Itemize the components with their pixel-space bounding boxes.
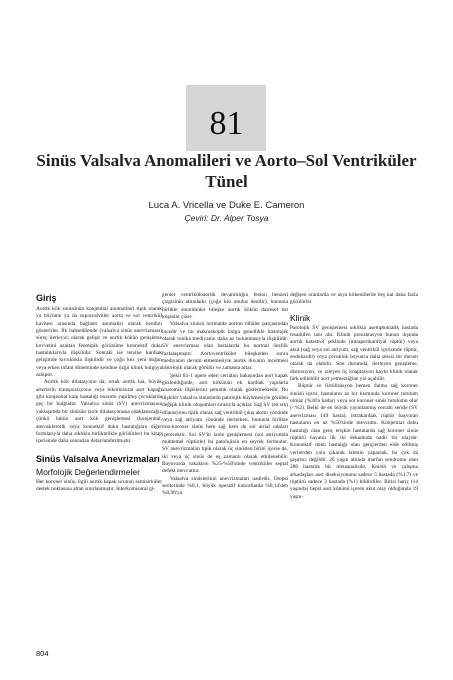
paragraph: Valsalva sinüslerinin anevrizmaları nadirdir. Otopsi serilerinde %0,1, büyük operatif kohortlarda %0,14'den %0,96'ya <box>162 475 288 497</box>
chapter-number: 81 <box>209 105 244 142</box>
translator: Çeviri: Dr. Alper Tosya <box>184 213 269 223</box>
column-3 <box>290 292 418 501</box>
section-heading-klinik: Klinik <box>290 312 311 323</box>
section-heading-anevrizma: Sinüs Valsalva Anevrizmaları <box>36 453 160 464</box>
paragraph: genler ventriküloaortik devamlılığın fesion benzeri çizgisinin altındadır (çoğu kez anulus denilir), bununla birlikte sinotübüler bileşke aortik kökün dairesel üst köşesini çizer. <box>162 292 288 321</box>
subsection-heading: Morfolojik Değerlendirmeler <box>36 466 140 477</box>
column-2 <box>162 292 288 498</box>
paragraph: Şekil 81-1 opere eden cerrahın bakışından aort kapak gözlendiğinde, aort kökünün ek kardiak yapılarla anatomik ilişkilerini şematik olarak göstermektedir. Bu ilişkiler valsalva sinüsünün patolojik büyümesiyle görülen değişik klinik oluşumları sırasıyla açıklar. Sağ SV (en sık) dilatasyonu tipik olarak sağ ventrikül çıkış akımı yönünde veya sağ atriyum yönünde ilerlerken, bununla birlikte non-koroner sinüs hem sağ hem de sol atrial odaları içerecektir. Sol SV'in izole genişlemesi (sol atriyumda muhtemel rüptürle) bu patolojinin en seyrek formudur. SV anevrizmaları tipik olarak üç sinüsten birini içerse de, iki veya üç sinüs de eş zamanlı olarak etkilenebilir. Bayovarda vakaların %25-%50'sinde ventriküler septal defekt mevcuttur. <box>162 372 288 475</box>
paragraph: değişen oranlarda ve asya kökenlilerde beş kat daha fazla görülürler. <box>290 292 418 306</box>
column-1 <box>36 292 162 493</box>
paragraph: Aortik kök sinüsünün konjenital anomalileri tipik olarak ya büyüme ya da supravalvüler aorta ve sol ventrikül kavitesi arasında bağlantı anomalisi olarak kendini gösterirler. İlk bahsedilende (valsalva sinüs anevrizması) süreç ilerleyici olarak gelişir ve aortik kökün genişleme kuvvetini azaltan fenotipik görünüme konnektif doku hastalıklarıyla ilişkilidir. Sonraki ise tersine kardiak gelişimde kıvrıklıkla ilişkilidir ve çoğu kez yeni doğan veya erken infant döneminde kendine özgü klinik bulguya sahiptir. <box>36 306 162 379</box>
paragraph: Her koroner sinüs, ilgili aortik kapak ucunun semisirküler destek noktasına altan sınırlanmıştır. İnterkomisural gi- <box>36 478 162 492</box>
paragraph: Rüptür ve fistülizasyon hemen daima sağ koroner sinüsü içerir, hastaların az bir kısmında koroner tutulum olmaz (%30'a kadar) veya sol koroner sinüs tutulumu olur (<%2). Belki de en büyük yayınlanmış cerrahi seride (SV anevrizması 149 hasta), intrakardiak rüptür başvuran hastaların en az %50'sinde mevcuttu. Konjenital doku hastalığı olan genç erişkin hastalarda sağ koroner sinüs rüptürü hayatın ilk iki dekadında nadir bir olaydır. Konnektif doku hastalığı olan gençlerden elde edilmiş verilerden yola çıkarak tahmin yaparsak, bu çok da şaşırtıcı değildir. 20 yaşın altında marfan sendromu olan 286 hastalık bir metaanalizde, Knirsh ve çalışma arkadaşları aort diseksiyonunu sadece 5 hastada (%1,7) ve rüptürü sadece 3 hastada (%1) bildirdiler. Birisi hariç (14 yaşında) hepsi aort kökünü içeren akut olay olduğunda 19 yaşın- <box>290 383 418 500</box>
paragraph: Patolojik SV genişlemesi sıklıkla asemptomatik hastada tesadüfen tanı alır. Klinik prezantasyon bunun dışında aortik katastrof şeklinde (intraperikardiyal rüptür) veya akut (sağ veya sol atriyum, sağ ventrikül içerisinde rüptür, endokardit) veya çocukluk boyunca daha sessiz bir durum olarak da olabilir. Son durumda, ilerleyen genişleme, distorsiyon, ve izleyen üç koaptasyon kaybı klinik olarak fark edilebilir aort yetmezliğine yol açabilir. <box>290 324 418 383</box>
section-heading-giris: Giriş <box>36 293 57 303</box>
paragraph: Aortik kök dilatasyonu da; ortak aortik hat, büyük arterlerin transpozisyonu veya bikomisural aort kapağı gibi konjenital kalp hastalığı onarımı yapılmış çocuklarda geç bir bulgudur. Valsalva sinüs (SV) anevrizmasına yaklaşımda bir sinüsün izole dilatasyonuna odaklanacağız çünkü bütün aort kök genişlemesi (konjenital, aterosklerotik veya konnektif doku hastalığının diğer formlarıyla daha sıklıkla birliktelikle görülürler) bu kitap içerisinde daha sonradan detaylandırılmıştır. <box>36 379 162 445</box>
paragraph: Valsalva sinüsü normalde aortun tübüler parçasından incedir ve bu makroskopik bulgu genellikle histolojik olarak tunika mediyanın daha az bulunmasıyla ilişkilidir. SV anevrizması olan hastalarda bu normal öezllik fazlalaşmıştır. Aortoventriküler bileşkeden sonra mediyanın devam etmemesiyle aortik duvarın incelmesi histolojik olarak görülür ve zamanla artar. <box>162 321 288 372</box>
chapter-title: Sinüs Valsalva Anomalileri ve Aorto–Sol Ventriküler Tünel <box>36 151 417 191</box>
authors: Luca A. Vricella ve Duke E. Cameron <box>148 200 305 211</box>
page-number: 804 <box>36 649 49 658</box>
